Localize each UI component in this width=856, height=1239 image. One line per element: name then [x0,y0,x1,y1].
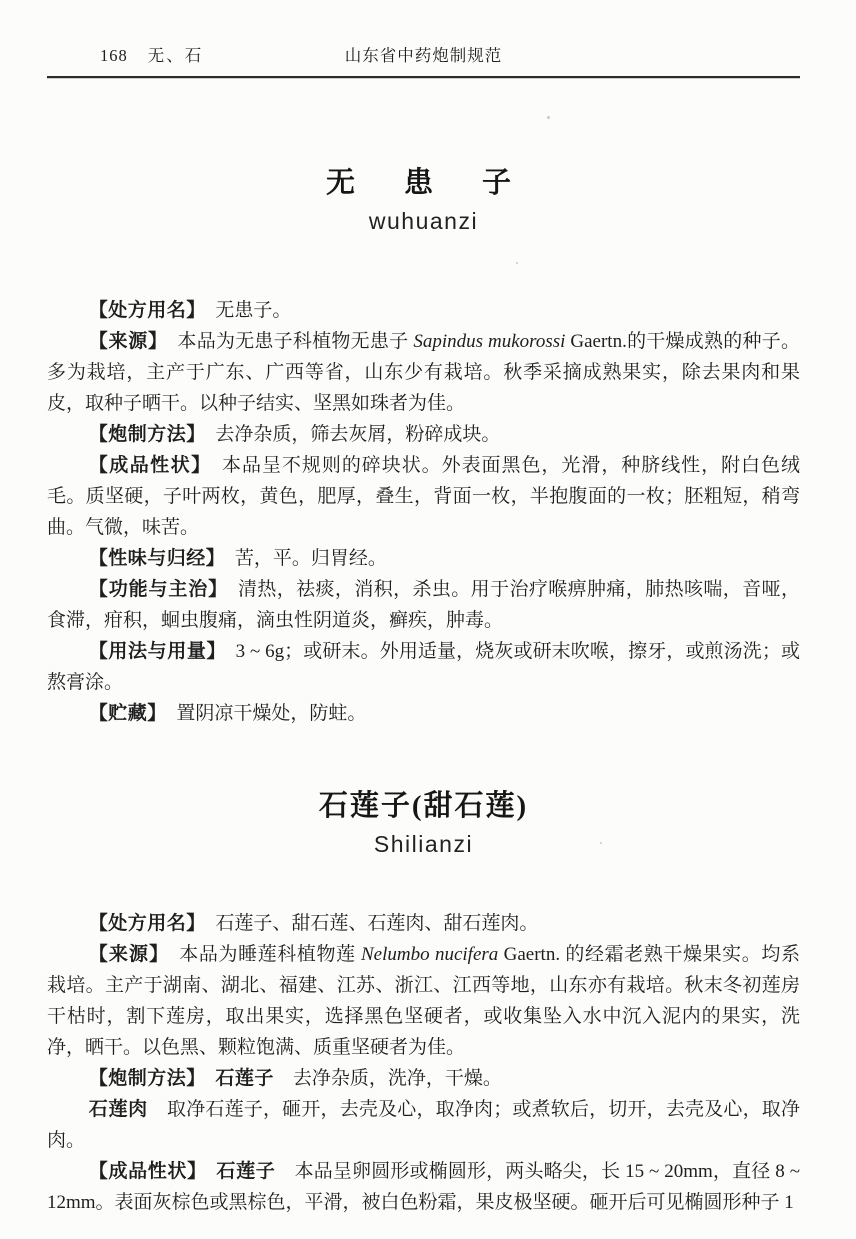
paragraph-prescription-names [47,295,800,326]
page-header [47,45,800,67]
bold-label-run: 石莲子 [215,1068,274,1089]
paragraph-processing-shilianrou [47,1094,800,1156]
text-run: 3 ~ 6g；或研末。外用适量，烧灰或研末吹喉，擦牙，或煎汤洗；或熬膏涂。 [47,641,800,693]
text-run: Gaertn. 的经霜老熟干燥果实。均系栽培。主产于湖南、湖北、福建、江苏、浙江、江西等地，山东亦有栽培。秋末冬初莲房干枯时，割下莲房，取出果实，选择黑色坚硬者，或收集坠入水中沉入泥内的果实，洗净，晒干。以色黑、颗粒饱满、质重坚硬者为佳。 [47,944,800,1058]
header-section-chars: 无、石 [147,46,204,65]
text-run [196,1068,215,1089]
entry-title-wuhuanzi: 无 患 子 [325,167,521,199]
text-run: 清热，祛痰，消积，杀虫。用于治疗喉痹肿痛，肺热咳喘，音哑，食滞，疳积，蛔虫腹痛，滴虫性阴道炎，癣疾，肿毒。 [47,579,800,631]
paragraph-taste-meridian [47,543,800,574]
bold-label-run: 石莲肉 [88,1099,148,1120]
paragraph-source [47,326,800,419]
paragraph-prescription-names [47,908,800,939]
paragraph-functions-indications [47,574,800,636]
paragraph-storage [47,698,800,729]
page-number: 168 [100,46,128,65]
text-run: 本品呈卵圆形或椭圆形，两头略尖，长 15 ~ 20mm，直径 8 ~ 12mm。表面灰棕色或黑棕色，平滑，被白色粉霜，果皮极坚硬。砸开后可见椭圆形种子 1 [47,1161,800,1213]
entry-body-shilianzi [47,908,800,1218]
entry-pinyin-wuhuanzi: wuhuanzi [368,208,479,234]
entry-pinyin-shilianzi: Shilianzi [373,831,474,857]
scan-speck [516,262,518,264]
entry-body-wuhuanzi [47,295,800,729]
bold-label-run: 【用法与用量】 [88,641,217,662]
header-rule [47,76,800,78]
bold-label-run: 【处方用名】 [88,300,197,321]
bold-label-run: 石莲子 [216,1161,276,1182]
text-run: 本品为睡莲科植物莲 [159,944,361,965]
text-run: 本品为无患子科植物无患子 [158,331,414,352]
bold-label-run: 【炮制方法】 [88,424,197,445]
latin-name-run: Sapindus mukorossi [413,331,566,352]
paragraph-product-characters [47,450,800,543]
scan-speck [547,116,550,119]
text-run: 取净石莲子，砸开，去壳及心，取净肉；或煮软后，切开，去壳及心，取净肉。 [47,1099,800,1151]
text-run: 石莲子、甜石莲、石莲肉、甜石莲肉。 [196,913,539,934]
bold-label-run: 【功能与主治】 [88,579,219,600]
paragraph-source [47,939,800,1063]
text-run: 去净杂质，筛去灰屑，粉碎成块。 [196,424,501,445]
text-run: 苦，平。归胃经。 [215,548,387,569]
text-run: 置阴凉干燥处，防蛀。 [157,703,367,724]
paragraph-processing-method [47,419,800,450]
bold-label-run: 【来源】 [88,944,160,965]
paragraph-usage-dosage [47,636,800,698]
text-run: Gaertn.的干燥成熟的种子。多为栽培，主产于广东、广西等省，山东少有栽培。秋季采摘成熟果实，除去果肉和果皮，取种子晒干。以种子结实、坚黑如珠者为佳。 [47,331,800,414]
book-title: 山东省中药炮制规范 [344,46,503,65]
paragraph-product-characters [47,1156,800,1218]
text-run [197,1161,216,1182]
text-run: 去净杂质，洗净，干燥。 [273,1068,502,1089]
scan-speck [600,842,602,844]
bold-label-run: 【处方用名】 [88,913,197,934]
entry-shilianzi [47,787,800,1218]
bold-label-run: 【贮藏】 [88,703,158,724]
text-run: 本品呈不规则的碎块状。外表面黑色，光滑，种脐线性，附白色绒毛。质坚硬，子叶两枚，黄色，肥厚，叠生，背面一枚，半抱腹面的一枚；胚粗短，稍弯曲。气微，味苦。 [47,455,800,538]
bold-label-run: 【成品性状】 [88,1161,198,1182]
bold-label-run: 【来源】 [88,331,159,352]
entry-title-shilianzi: 石莲子(甜石莲) [318,790,529,822]
latin-name-run: Nelumbo nucifera [361,944,499,965]
bold-label-run: 【成品性状】 [88,455,203,476]
paragraph-processing-method [47,1063,800,1094]
entry-wuhuanzi [47,164,800,729]
text-run: 无患子。 [196,300,292,321]
header-left [100,45,203,67]
bold-label-run: 【性味与归经】 [88,548,216,569]
bold-label-run: 【炮制方法】 [88,1068,197,1089]
